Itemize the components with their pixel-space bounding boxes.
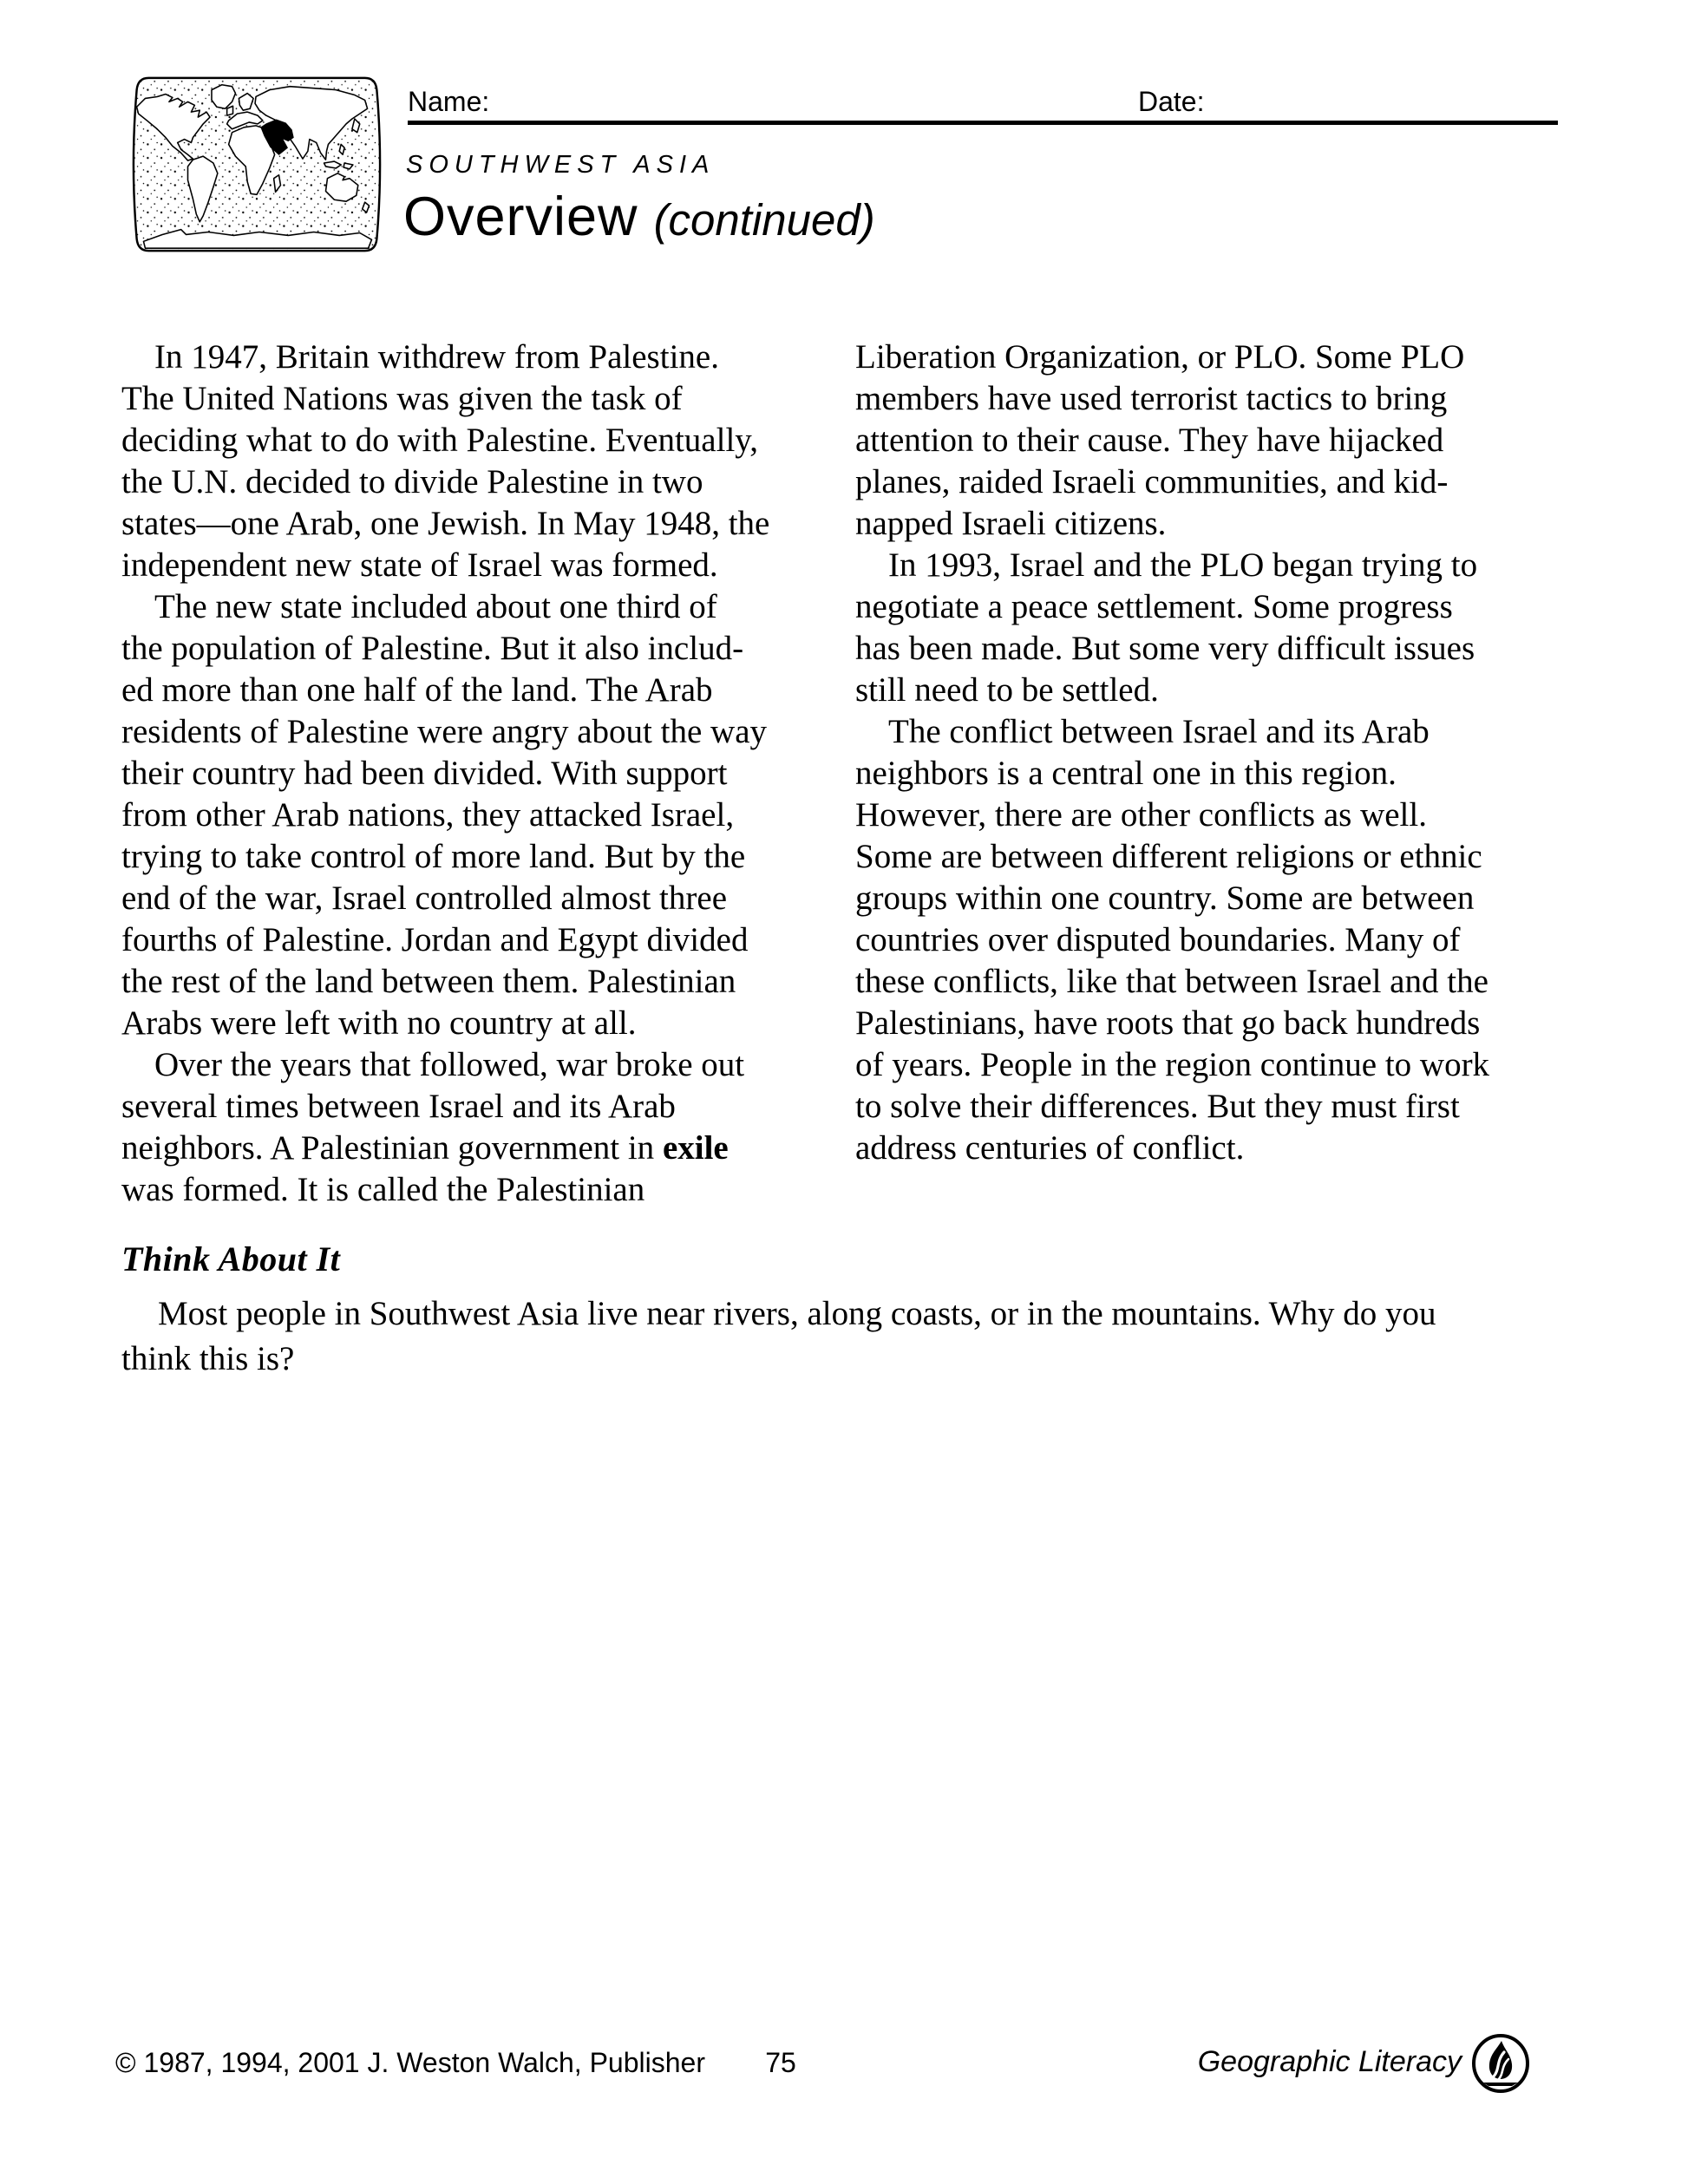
text-line: Liberation Organization, or PLO. Some PLO xyxy=(855,338,1465,376)
text-line: states—one Arab, one Jewish. In May 1948, the xyxy=(121,505,770,542)
text-line: members have used terrorist tactics to bring xyxy=(855,380,1448,417)
title-text: Overview xyxy=(403,186,638,247)
text-line: negotiate a peace settlement. Some progress xyxy=(855,588,1453,625)
article-left-column xyxy=(121,337,815,1211)
text-line: the U.N. decided to divide Palestine in two xyxy=(121,463,703,500)
torch-logo-icon xyxy=(1470,2032,1531,2095)
text-line: these conflicts, like that between Israel and the xyxy=(855,963,1488,1000)
text-line: was formed. It is called the Palestinian xyxy=(121,1171,645,1208)
text-line: attention to their cause. They have hijacked xyxy=(855,422,1444,459)
series-title: Geographic Literacy xyxy=(1197,2045,1462,2078)
article-right-column xyxy=(855,337,1549,1169)
text-line: fourths of Palestine. Jordan and Egypt divided xyxy=(121,921,749,958)
text-line: independent new state of Israel was formed. xyxy=(121,546,718,584)
text-line: still need to be settled. xyxy=(855,671,1159,709)
text-line: In 1993, Israel and the PLO began trying to xyxy=(888,546,1478,584)
text-line: neighbors is a central one in this region. xyxy=(855,755,1397,792)
text-line: The United Nations was given the task of xyxy=(121,380,683,417)
date-label: Date: xyxy=(1138,86,1205,117)
text-line: The new state included about one third of xyxy=(154,588,717,625)
think-about-it-heading: Think About It xyxy=(121,1239,341,1278)
text-line: has been made. But some very difficult issues xyxy=(855,630,1475,667)
text-line: countries over disputed boundaries. Many of xyxy=(855,921,1461,958)
text-line: Some are between different religions or ethnic xyxy=(855,838,1482,875)
text-line: napped Israeli citizens. xyxy=(855,505,1167,542)
region-heading: SOUTHWEST ASIA xyxy=(406,151,716,179)
name-date-blank-line xyxy=(408,121,1558,125)
text-line: end of the war, Israel controlled almost three xyxy=(121,879,728,917)
text-line: In 1947, Britain withdrew from Palestine. xyxy=(154,338,719,376)
text-line: residents of Palestine were angry about the way xyxy=(121,713,768,750)
text-line: ed more than one half of the land. The Arab xyxy=(121,671,713,709)
text-line: the rest of the land between them. Palestinian xyxy=(121,963,736,1000)
text-line: Arabs were left with no country at all. xyxy=(121,1004,637,1042)
text-line: to solve their differences. But they must first xyxy=(855,1088,1460,1125)
text-line: several times between Israel and its Arab xyxy=(121,1088,676,1125)
text-line: neighbors. A Palestinian government in exile xyxy=(121,1129,729,1167)
text-line: Most people in Southwest Asia live near rivers, along coasts, or in the mountains. Why do you xyxy=(158,1295,1436,1332)
text-line: the population of Palestine. But it also includ- xyxy=(121,630,744,667)
text-line: Over the years that followed, war broke out xyxy=(154,1046,745,1083)
text-line: from other Arab nations, they attacked Israel, xyxy=(121,796,735,834)
title-continued-text: (continued) xyxy=(653,195,875,245)
text-line: The conflict between Israel and its Arab xyxy=(888,713,1430,750)
text-line: their country had been divided. With support xyxy=(121,755,728,792)
think-about-it-question xyxy=(121,1291,1436,1382)
text-line: trying to take control of more land. But by the xyxy=(121,838,746,875)
name-label: Name: xyxy=(408,86,490,117)
text-line: deciding what to do with Palestine. Eventually, xyxy=(121,422,758,459)
text-line: However, there are other conflicts as well. xyxy=(855,796,1427,834)
text-line: Palestinians, have roots that go back hundreds xyxy=(855,1004,1481,1042)
page-title xyxy=(403,186,875,247)
copyright-text: © 1987, 1994, 2001 J. Weston Walch, Publisher xyxy=(115,2047,705,2078)
text-line: address centuries of conflict. xyxy=(855,1129,1245,1167)
page-number: 75 xyxy=(765,2047,796,2078)
world-map-icon xyxy=(130,73,383,256)
text-line: think this is? xyxy=(121,1340,295,1377)
text-line: groups within one country. Some are between xyxy=(855,879,1475,917)
text-line: planes, raided Israeli communities, and kid- xyxy=(855,463,1449,500)
text-line: of years. People in the region continue to work xyxy=(855,1046,1490,1083)
